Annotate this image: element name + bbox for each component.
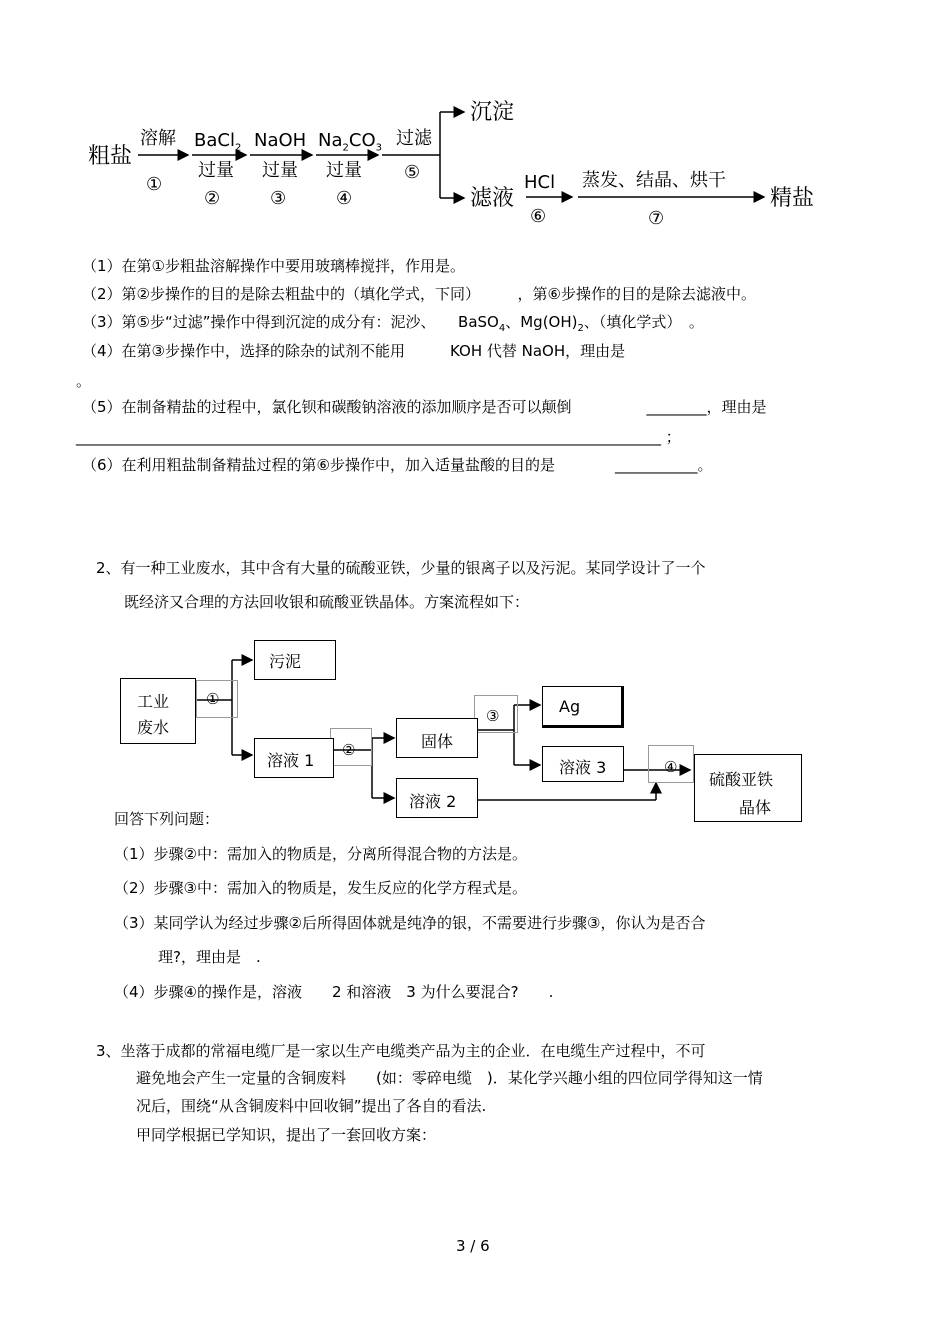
q1-line-2: （2）第②步操作的目的是除去粗盐中的（填化学式，下同） ，第⑥步操作的目的是除去滤液中。	[82, 285, 756, 303]
sludge-box: 污泥	[254, 640, 336, 680]
bacl2-label: BaCl$_2$	[194, 130, 242, 154]
q2-answer-3: （3）某同学认为经过步骤②后所得固体就是纯净的银，不需要进行步骤③，你认为是否合	[114, 914, 706, 932]
q2-answer-2: （2）步骤③中：需加入的物质是，发生反应的化学方程式是。	[114, 879, 527, 897]
q2-answer-3b: 理?，理由是 .	[158, 948, 261, 966]
wastewater-box: 工业 废水	[120, 678, 196, 744]
solution-1-box: 溶液 1	[254, 738, 334, 778]
step-1-label: ①	[146, 174, 163, 195]
q1-line-4: （4）在第③步操作中，选择的除杂的试剂不能用 KOH 代替 NaOH，理由是	[82, 342, 626, 360]
step-2-label: ②	[204, 188, 221, 209]
step-4-label: ④	[664, 758, 678, 776]
q3-line-2: 避免地会产生一定量的含铜废料 (如：零碎电缆 )．某化学兴趣小组的四位同学得知这一情	[136, 1069, 763, 1087]
product-label: 精盐	[770, 186, 815, 211]
na2co3-label: $Na_2CO_3$	[318, 130, 382, 154]
step-4-label: ④	[336, 188, 353, 209]
evaporate-label: 蒸发、结晶、烘干	[582, 170, 726, 191]
precipitate-label: 沉淀	[470, 100, 515, 125]
step-2-label: ②	[342, 741, 356, 759]
q2-answer-1: （1）步骤②中：需加入的物质是，分离所得混合物的方法是。	[114, 845, 527, 863]
q2-answer-heading: 回答下列问题：	[114, 810, 220, 828]
step-1-label: ①	[206, 690, 220, 708]
step-6-label: ⑥	[530, 206, 547, 227]
q1-line-6: （6）在利用粗盐制备精盐过程的第⑥步操作中，加入适量盐酸的目的是 ___________。	[82, 456, 713, 474]
q3-line-1: 3、坐落于成都的常福电缆厂是一家以生产电缆类产品为主的企业．在电缆生产过程中，不可	[96, 1042, 706, 1060]
q2-intro-2: 既经济又合理的方法回收银和硫酸亚铁晶体。方案流程如下：	[124, 593, 530, 611]
raw-salt-label: 粗盐	[88, 144, 133, 169]
q1-line-3: （3）第⑤步“过滤”操作中得到沉淀的成分有：泥沙、 BaSO$_4$、$Mg(OH)_2$、（填化学式） 。	[82, 313, 704, 334]
step-7-label: ⑦	[648, 208, 665, 229]
excess-label-4: 过量	[326, 160, 362, 181]
q3-line-4: 甲同学根据已学知识，提出了一套回收方案：	[136, 1126, 437, 1144]
filter-label: 过滤	[396, 128, 432, 149]
excess-label-3: 过量	[262, 160, 298, 181]
step-3-label: ③	[270, 188, 287, 209]
q1-line-5b: ______________________________________________________________________________ ；	[76, 428, 681, 446]
step-5-label: ⑤	[404, 162, 421, 183]
page-number: 3 / 6	[456, 1237, 490, 1255]
q1-line-1: （1）在第①步粗盐溶解操作中要用玻璃棒搅拌，作用是。	[82, 257, 465, 275]
step-3-label: ③	[486, 707, 500, 725]
ferrous-sulfate-crystal-box: 硫酸亚铁 晶体	[694, 754, 802, 822]
solid-box: 固体	[396, 718, 478, 758]
solution-3-box: 溶液 3	[542, 746, 624, 782]
q1-line-5: （5）在制备精盐的过程中，氯化钡和碳酸钠溶液的添加顺序是否可以颠倒 ________，理由是	[82, 398, 767, 416]
dissolve-label: 溶解	[140, 128, 176, 149]
silver-box: Ag	[542, 686, 624, 728]
naoh-label: NaOH	[254, 130, 307, 151]
solution-2-box: 溶液 2	[396, 778, 478, 818]
excess-label-2: 过量	[198, 160, 234, 181]
filtrate-label: 滤液	[470, 186, 515, 211]
hcl-label: HCl	[524, 172, 556, 193]
q3-line-3: 况后，围绕“从含铜废料中回收铜”提出了各自的看法.	[136, 1097, 487, 1115]
q2-answer-4: （4）步骤④的操作是，溶液 2 和溶液 3 为什么要混合? .	[114, 983, 554, 1001]
q1-line-4b: 。	[76, 372, 92, 390]
q2-intro-1: 2、有一种工业废水，其中含有大量的硫酸亚铁，少量的银离子以及污泥。某同学设计了一个	[96, 559, 706, 577]
